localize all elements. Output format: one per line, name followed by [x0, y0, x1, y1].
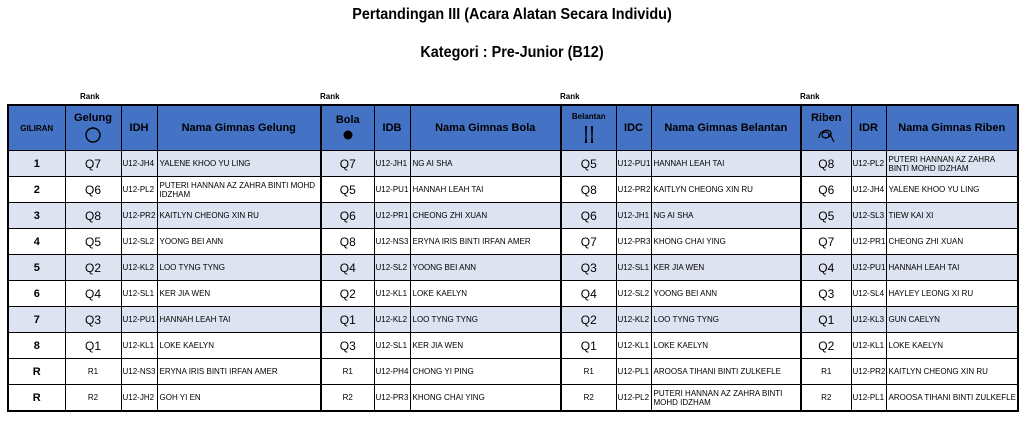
cell-gelung-rank: Q6	[65, 177, 121, 203]
cell-giliran: R	[8, 385, 65, 412]
cell-riben-rank: Q5	[801, 203, 851, 229]
table-row	[8, 307, 1018, 333]
rank-label-belantan: Rank	[560, 92, 580, 101]
cell-nama-belantan: AROOSA TIHANI BINTI ZULKEFLE	[651, 359, 801, 385]
cell-nama-riben: HAYLEY LEONG XI RU	[886, 281, 1018, 307]
cell-nama-bola: LOO TYNG TYNG	[410, 307, 561, 333]
cell-nama-belantan: YOONG BEI ANN	[651, 281, 801, 307]
cell-idc: U12-KL2	[616, 307, 651, 333]
cell-nama-gelung: LOKE KAELYN	[157, 333, 321, 359]
cell-nama-belantan: HANNAH LEAH TAI	[651, 151, 801, 177]
header-giliran: GILIRAN	[8, 105, 65, 151]
cell-bola-rank: Q6	[321, 203, 374, 229]
cell-giliran: 8	[8, 333, 65, 359]
cell-idh: U12-PU1	[121, 307, 157, 333]
header-belantan	[561, 105, 616, 151]
cell-nama-riben: PUTERI HANNAN AZ ZAHRA BINTI MOHD IDZHAM	[886, 151, 1018, 177]
cell-idc: U12-SL2	[616, 281, 651, 307]
cell-bola-rank: Q1	[321, 307, 374, 333]
table-row	[8, 281, 1018, 307]
cell-riben-rank: Q2	[801, 333, 851, 359]
cell-nama-belantan: KER JIA WEN	[651, 255, 801, 281]
cell-idr: U12-KL3	[851, 307, 886, 333]
rank-label-gelung: Rank	[80, 92, 100, 101]
cell-giliran: R	[8, 359, 65, 385]
header-nama-bola: Nama Gimnas Bola	[410, 105, 561, 151]
header-idh: IDH	[121, 105, 157, 151]
cell-belantan-rank: Q8	[561, 177, 616, 203]
cell-gelung-rank: Q4	[65, 281, 121, 307]
cell-idb: U12-KL1	[374, 281, 410, 307]
cell-gelung-rank: Q1	[65, 333, 121, 359]
cell-idb: U12-SL1	[374, 333, 410, 359]
cell-nama-riben: YALENE KHOO YU LING	[886, 177, 1018, 203]
cell-nama-riben: CHEONG ZHI XUAN	[886, 229, 1018, 255]
cell-nama-riben: AROOSA TIHANI BINTI ZULKEFLE	[886, 385, 1018, 412]
cell-bola-rank: Q4	[321, 255, 374, 281]
header-idb: IDB	[374, 105, 410, 151]
cell-nama-gelung: YALENE KHOO YU LING	[157, 151, 321, 177]
cell-idh: U12-SL2	[121, 229, 157, 255]
cell-idr: U12-PR1	[851, 229, 886, 255]
cell-idh: U12-KL2	[121, 255, 157, 281]
cell-gelung-rank: Q5	[65, 229, 121, 255]
cell-idc: U12-KL1	[616, 333, 651, 359]
page-subtitle: Kategori : Pre-Junior (B12)	[420, 44, 604, 61]
cell-belantan-rank: Q4	[561, 281, 616, 307]
cell-bola-rank: Q3	[321, 333, 374, 359]
cell-gelung-rank: Q7	[65, 151, 121, 177]
cell-belantan-rank: Q6	[561, 203, 616, 229]
cell-nama-bola: CHONG YI PING	[410, 359, 561, 385]
cell-idh: U12-JH2	[121, 385, 157, 412]
cell-belantan-rank: Q3	[561, 255, 616, 281]
cell-idb: U12-NS3	[374, 229, 410, 255]
rank-label-bola: Rank	[320, 92, 340, 101]
table-row	[8, 229, 1018, 255]
cell-idb: U12-PH4	[374, 359, 410, 385]
cell-nama-belantan: KAITLYN CHEONG XIN RU	[651, 177, 801, 203]
cell-riben-rank: R2	[801, 385, 851, 412]
cell-riben-rank: Q6	[801, 177, 851, 203]
table-row	[8, 203, 1018, 229]
cell-bola-rank: Q2	[321, 281, 374, 307]
table-row	[8, 255, 1018, 281]
cell-nama-riben: LOKE KAELYN	[886, 333, 1018, 359]
cell-nama-riben: TIEW KAI XI	[886, 203, 1018, 229]
table-row	[8, 359, 1018, 385]
cell-idb: U12-JH1	[374, 151, 410, 177]
schedule-table	[7, 104, 1019, 412]
cell-nama-belantan: NG AI SHA	[651, 203, 801, 229]
cell-nama-bola: CHEONG ZHI XUAN	[410, 203, 561, 229]
cell-nama-belantan: PUTERI HANNAN AZ ZAHRA BINTI MOHD IDZHAM	[651, 385, 801, 412]
header-belantan-label: Belantan	[571, 112, 606, 121]
cell-idh: U12-PL2	[121, 177, 157, 203]
cell-idr: U12-PR2	[851, 359, 886, 385]
cell-nama-riben: KAITLYN CHEONG XIN RU	[886, 359, 1018, 385]
cell-belantan-rank: Q1	[561, 333, 616, 359]
header-idr: IDR	[851, 105, 886, 151]
cell-giliran: 2	[8, 177, 65, 203]
header-gelung	[65, 105, 121, 151]
cell-belantan-rank: R1	[561, 359, 616, 385]
cell-nama-bola: KHONG CHAI YING	[410, 385, 561, 412]
cell-idb: U12-PU1	[374, 177, 410, 203]
cell-idc: U12-SL1	[616, 255, 651, 281]
cell-idc: U12-JH1	[616, 203, 651, 229]
cell-nama-gelung: KAITLYN CHEONG XIN RU	[157, 203, 321, 229]
cell-nama-bola: HANNAH LEAH TAI	[410, 177, 561, 203]
cell-idr: U12-PL1	[851, 385, 886, 412]
cell-nama-bola: NG AI SHA	[410, 151, 561, 177]
ribbon-icon	[816, 126, 836, 144]
header-nama-riben: Nama Gimnas Riben	[886, 105, 1018, 151]
cell-bola-rank: Q5	[321, 177, 374, 203]
cell-idc: U12-PL1	[616, 359, 651, 385]
hoop-icon	[84, 126, 102, 144]
cell-idb: U12-PR3	[374, 385, 410, 412]
cell-nama-bola: LOKE KAELYN	[410, 281, 561, 307]
cell-giliran: 7	[8, 307, 65, 333]
cell-nama-riben: GUN CAELYN	[886, 307, 1018, 333]
cell-idr: U12-JH4	[851, 177, 886, 203]
cell-nama-belantan: KHONG CHAI YING	[651, 229, 801, 255]
cell-bola-rank: R1	[321, 359, 374, 385]
header-bola-label: Bola	[335, 114, 360, 126]
cell-riben-rank: Q4	[801, 255, 851, 281]
header-bola	[321, 105, 374, 151]
cell-nama-gelung: LOO TYNG TYNG	[157, 255, 321, 281]
cell-nama-riben: HANNAH LEAH TAI	[886, 255, 1018, 281]
cell-nama-bola: KER JIA WEN	[410, 333, 561, 359]
cell-gelung-rank: R1	[65, 359, 121, 385]
cell-riben-rank: R1	[801, 359, 851, 385]
cell-gelung-rank: Q2	[65, 255, 121, 281]
cell-bola-rank: Q7	[321, 151, 374, 177]
header-nama-gelung: Nama Gimnas Gelung	[157, 105, 321, 151]
cell-nama-gelung: HANNAH LEAH TAI	[157, 307, 321, 333]
table-row	[8, 177, 1018, 203]
cell-idr: U12-SL3	[851, 203, 886, 229]
rank-label-riben: Rank	[800, 92, 820, 101]
cell-nama-belantan: LOO TYNG TYNG	[651, 307, 801, 333]
cell-idc: U12-PU1	[616, 151, 651, 177]
cell-giliran: 1	[8, 151, 65, 177]
cell-gelung-rank: R2	[65, 385, 121, 412]
cell-nama-gelung: ERYNA IRIS BINTI IRFAN AMER	[157, 359, 321, 385]
header-row	[8, 105, 1018, 151]
cell-riben-rank: Q1	[801, 307, 851, 333]
cell-idb: U12-SL2	[374, 255, 410, 281]
cell-idh: U12-KL1	[121, 333, 157, 359]
cell-idr: U12-KL1	[851, 333, 886, 359]
header-riben	[801, 105, 851, 151]
cell-giliran: 6	[8, 281, 65, 307]
cell-nama-gelung: YOONG BEI ANN	[157, 229, 321, 255]
table-row	[8, 385, 1018, 412]
cell-nama-bola: ERYNA IRIS BINTI IRFAN AMER	[410, 229, 561, 255]
header-gelung-label: Gelung	[74, 112, 112, 124]
cell-idh: U12-SL1	[121, 281, 157, 307]
cell-belantan-rank: Q2	[561, 307, 616, 333]
cell-giliran: 3	[8, 203, 65, 229]
clubs-icon	[581, 125, 597, 145]
cell-gelung-rank: Q3	[65, 307, 121, 333]
cell-idr: U12-PU1	[851, 255, 886, 281]
cell-belantan-rank: Q7	[561, 229, 616, 255]
cell-belantan-rank: R2	[561, 385, 616, 412]
cell-bola-rank: R2	[321, 385, 374, 412]
cell-idc: U12-PR3	[616, 229, 651, 255]
table-row	[8, 333, 1018, 359]
cell-idr: U12-PL2	[851, 151, 886, 177]
cell-idc: U12-PR2	[616, 177, 651, 203]
cell-idb: U12-PR1	[374, 203, 410, 229]
cell-giliran: 5	[8, 255, 65, 281]
cell-gelung-rank: Q8	[65, 203, 121, 229]
cell-riben-rank: Q3	[801, 281, 851, 307]
header-idc: IDC	[616, 105, 651, 151]
cell-nama-gelung: KER JIA WEN	[157, 281, 321, 307]
cell-bola-rank: Q8	[321, 229, 374, 255]
ball-icon	[341, 128, 355, 142]
cell-nama-gelung: PUTERI HANNAN AZ ZAHRA BINTI MOHD IDZHAM	[157, 177, 321, 203]
cell-idc: U12-PL2	[616, 385, 651, 412]
page-title: Pertandingan III (Acara Alatan Secara Individu)	[352, 6, 672, 23]
cell-idh: U12-PR2	[121, 203, 157, 229]
cell-riben-rank: Q8	[801, 151, 851, 177]
cell-idh: U12-JH4	[121, 151, 157, 177]
cell-idr: U12-SL4	[851, 281, 886, 307]
cell-idb: U12-KL2	[374, 307, 410, 333]
cell-nama-belantan: LOKE KAELYN	[651, 333, 801, 359]
cell-riben-rank: Q7	[801, 229, 851, 255]
cell-giliran: 4	[8, 229, 65, 255]
cell-belantan-rank: Q5	[561, 151, 616, 177]
cell-idh: U12-NS3	[121, 359, 157, 385]
cell-nama-bola: YOONG BEI ANN	[410, 255, 561, 281]
table-row	[8, 151, 1018, 177]
header-riben-label: Riben	[810, 112, 842, 124]
cell-nama-gelung: GOH YI EN	[157, 385, 321, 412]
header-nama-belantan: Nama Gimnas Belantan	[651, 105, 801, 151]
